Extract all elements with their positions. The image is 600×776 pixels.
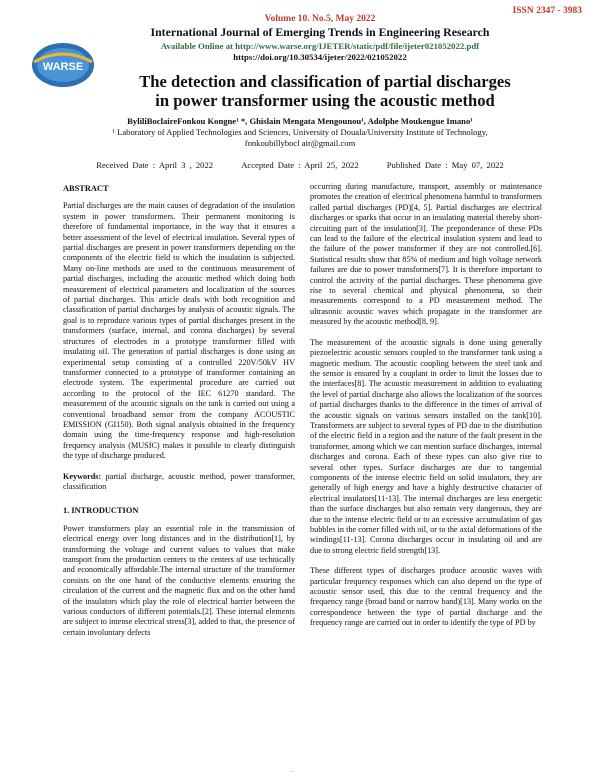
journal-name: International Journal of Emerging Trends in Engineering Research: [150, 25, 490, 39]
left-column: [63, 182, 295, 648]
right-column: [310, 182, 542, 639]
keywords-label: Keywords:: [63, 471, 102, 481]
online-link[interactable]: Available Online at http://www.warse.org/IJETER/static/pdf/file/ijeter021052022.pdf: [160, 41, 480, 51]
page-number: ...: [290, 768, 295, 774]
right-paragraph-2: The measurement of the acoustic signals is done using generally piezoelectric acoustic sensors coupled to the transformer tank using a magnetic medium. The acoustic coupling between the steel tank and the sensor is ensured by a couplant in order to limit the losses due to the interfaces[8]. The acoustic measurement in addition to evaluating the level of partial discharge also allows the localization of the sources of partial discharges thanks to the difference in the times of arrival of the acoustic signals on various sensors installed on the tank[10]. Transformers are subject to several types of PD due to the distribution of the electric field in a region and the nature of the fault present in the transformer, among which we can mention surface discharges, internal discharges and corona. Each of these types can also give rise to several other types. Surface discharges are due to tangential components of the intense electric field on solid insulators, they are generally of high energy and have a highly destructive character of electrical insulators[11-13]. The internal discharges are less energetic than the surface discharges but also remain very dangerous, they are due to the intense electric field or to an excessive accumulation of gas bubbles in the corner filled with oil, or to the axial deformations of the windings[11-13]. Corona discharges occur in insulating oil and are due to strong electric field strength[13].: [310, 337, 542, 555]
right-paragraph-3: These different types of discharges produce acoustic waves with particular frequency responses which can also depend on the type of acoustic sensor used, this due to the central frequency and the frequency range (broad band or narrow band)[13]. Many works on the correspondence between the type of partial discharge and the frequency range are carried out in order to identify the type of PD by: [310, 566, 542, 628]
author-block: [0, 116, 600, 149]
journal-header: [0, 14, 600, 62]
issn-label: ISSN 2347 - 3983: [512, 6, 582, 16]
introduction-text: Power transformers play an essential role in the transmission of electrical energy over long distances and in the distribution[1], by transforming the voltage and current values to values that make transport from the production centers to the centers of use technically and economically affordable.The internal structure of the transformer consists on the one hand of the conductive elements ensuring the circulation of the current and the magnetic flux and on the other hand of the insulators which play the role of electrical barrier between the various conductors of different potentials.[2]. These internal elements are subject to intense electrical stress[3], added to that, the presence of certain involuntary defects: [63, 523, 295, 637]
right-paragraph-1: occurring during manufacture, transport, assembly or maintenance promotes the creation of electrical phenomena harmful to transformers called partial discharges (PD)[4, 5]. Partial discharges are electrical discharges or sparks that occur in an insulating material thereby short-circuiting part of the insulation[3]. The preponderance of these PDs can lead to the failure of the electrical insulation system and lead to the failure of the power transformer if they are not controlled.[6]. Statistical results show that 85% of medium and high voltage network failures are due to power transformers[7]. It is therefore important to control the activity of the partial discharges. These phenomena give rise to several chemical and physical phenomena, so their measurements correspond to a PD measurement method. The ultrasonic acoustic waves which propagate in the transformer are measured by the acoustic method[8, 9].: [310, 182, 542, 327]
logo-text: WARSE: [42, 61, 84, 73]
received-date: Received Date : April 3 , 2022: [96, 160, 214, 170]
keywords-text: partial discharge, acoustic method, power transformer, classification: [63, 471, 295, 491]
title-line-2: in power transformer using the acoustic method: [155, 91, 495, 110]
abstract-text: Partial discharges are the main causes of degradation of the insulation system in power transformers. Their permanent monitoring is therefore of fundamental importance, in the way that it ensures a better assessment of the level of electrical insulation. Several types of partial discharges are present in power transformers depending on the components of the electric field to which the insulation is subjected. Many on-line methods are used to the continuous measurement of partial discharges, including the acoustic method which doing both measurement of electrical parameters and localization of the sources of partial discharges. This article deals with both recognition and classification of partial discharges by analysis of acoustic signals. The goal is to reproduce various types of partial discharges present in the transformers (surface, internal, and corona discharges) by several structures of electrodes in a prototype transformer filled with insulating oil. The generation of partial discharges is done using an experimental setup consisting of a controlled 220V/50kV HV transformer connected to a prototype of transformer containing an electrode system. The experimental procedure are carried out according to the protocol of the IEC 61270 standard. The measurement of the acoustic signals on the tank is carried out using a conventional broadband sensor from the company ACOUSTIC EMISSION (GI150). Both signal analysis obtained in the frequency domain using the time-frequency response and high-resolution frequency analysis (MUSIC) makes it possible to clearly distinguish the type of discharge produced.: [63, 201, 295, 461]
affiliation: ¹ Laboratory of Applied Technologies and Sciences, University of Douala/University Institute of Technology,: [112, 127, 488, 137]
abstract-heading: ABSTRACT: [63, 184, 109, 193]
author-email[interactable]: fonkoubillybocl air@gmail.com: [244, 138, 356, 148]
dates-line: [0, 160, 600, 170]
accepted-date: Accepted Date : April 25, 2022: [241, 160, 359, 170]
volume-label: Volume 10. No.5, May 2022: [264, 14, 376, 24]
author-names: ByliliBoclaireFonkou Kongne¹ *, Ghislain Mengata Mengounou¹, Adolphe Moukengue Imano¹: [127, 116, 473, 126]
introduction-heading: 1. INTRODUCTION: [63, 506, 139, 516]
published-date: Published Date : May 07, 2022: [386, 160, 504, 170]
title-line-1: The detection and classification of partial discharges: [139, 72, 511, 91]
doi-link[interactable]: https://doi.org/10.30534/ijeter/2022/021052022: [233, 52, 407, 62]
keywords: [63, 472, 295, 493]
paper-title: [90, 72, 560, 110]
